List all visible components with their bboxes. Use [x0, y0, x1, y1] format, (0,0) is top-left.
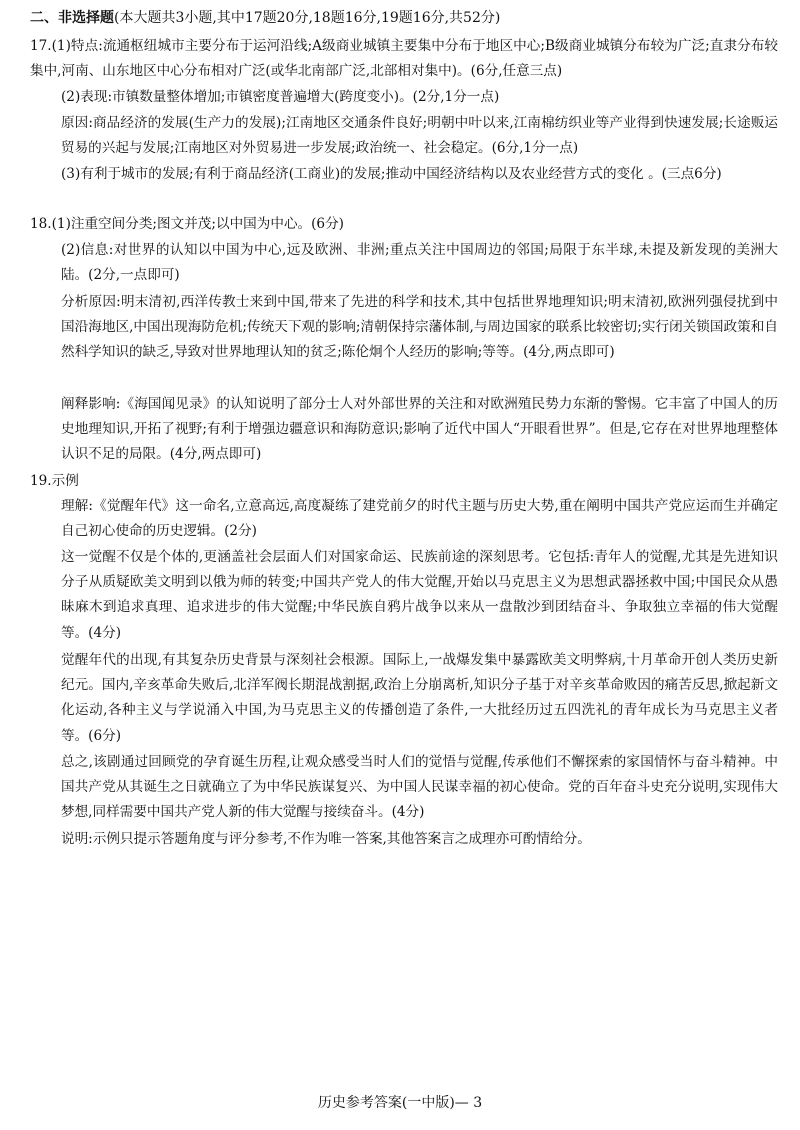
q19-label: 19.示例: [30, 473, 79, 489]
q17-part3: (3)有利于城市的发展;有利于商品经济(工商业)的发展;推动中国经济结构以及农业经营方式的变化 。(三点6分): [61, 166, 722, 182]
section-heading: [30, 8, 780, 28]
q19-understanding: 理解:《觉醒年代》这一命名,立意高远,高度凝练了建党前夕的时代主题与历史大势,重在阐明中国共产党应运而生并确定自己初心使命的历史逻辑。(2分): [61, 498, 778, 540]
section-title: 二、非选择题: [30, 10, 114, 26]
q19-background: 觉醒年代的出现,有其复杂历史背景与深刻社会根源。国际上,一战爆发集中暴露欧美文明弊病,十月革命开创人类历史新纪元。国内,辛亥革命失败后,北洋军阀长期混战割据,政治上分崩离析,知识分子基于对辛亥革命败因的痛苦反思,掀起新文化运动,各种主义与学说涌入中国,为马克思主义的传播创造了条件,一大批经历过五四洗礼的青年成长为马克思主义者等。(6分): [61, 652, 778, 744]
scoring-note: 说明:示例只提示答题角度与评分参考,不作为唯一答案,其他答案言之成理亦可酌情给分。: [61, 831, 591, 847]
section-note: (本大题共3小题,其中17题20分,18题16分,19题16分,共52分): [114, 10, 501, 26]
q17-reasons: 原因:商品经济的发展(生产力的发展);江南地区交通条件良好;明朝中叶以来,江南棉纺织业等产业得到快速发展;长途贩运贸易的兴起与发展;江南地区对外贸易进一步发展;政治统一、社会稳定。(6分,1分一点): [61, 115, 778, 157]
q19-conclusion: 总之,该剧通过回顾党的孕育诞生历程,让观众感受当时人们的觉悟与觉醒,传承他们不懈探索的家国情怀与奋斗精神。中国共产党从其诞生之日就确立了为中华民族谋复兴、为中国人民谋幸福的初心使命。党的百年奋斗史充分说明,实现伟大梦想,同样需要中国共产党人新的伟大觉醒与接续奋斗。(4分): [61, 754, 778, 821]
q17-part1: 17.(1)特点:流通枢纽城市主要分布于运河沿线;A级商业城镇主要集中分布于地区中心;B级商业城镇分布较为广泛;直隶分布较集中,河南、山东地区中心分布相对广泛(或华北南部广泛,北部相对集中)。(6分,任意三点): [30, 38, 778, 80]
page-footer: 历史参考答案(一中版)— 3: [317, 1095, 483, 1111]
q18-analysis: 分析原因:明末清初,西洋传教士来到中国,带来了先进的科学和技术,其中包括世界地理知识;明末清初,欧洲列强侵扰到中国沿海地区,中国出现海防危机;传统天下观的影响;清朝保持宗藩体制,与周边国家的联系比较密切;实行闭关锁国政策和自然科学知识的缺乏,导致对世界地理认知的贫乏;陈伦炯个人经历的影响;等等。(4分,两点即可): [61, 294, 778, 361]
q19-awakening: 这一觉醒不仅是个体的,更涵盖社会层面人们对国家命运、民族前途的深刻思考。它包括:青年人的觉醒,尤其是先进知识分子从质疑欧美文明到以俄为师的转变;中国共产党人的伟大觉醒,开始以马克思主义为思想武器拯救中国;中国民众从愚昧麻木到追求真理、追求进步的伟大觉醒;中华民族自鸦片战争以来从一盘散沙到团结奋斗、争取独立幸福的伟大觉醒等。(4分): [61, 549, 778, 641]
q18-part2: (2)信息:对世界的认知以中国为中心,远及欧洲、非洲;重点关注中国周边的邻国;局限于东半球,未提及新发现的美洲大陆。(2分,一点即可): [61, 242, 778, 284]
q18-impact: 阐释影响:《海国闻见录》的认知说明了部分士人对外部世界的关注和对欧洲殖民势力东渐的警惕。它丰富了中国人的历史地理知识,开拓了视野;有利于增强边疆意识和海防意识;影响了近代中国人“开眼看世界”。但是,它存在对世界地理整体认识不足的局限。(4分,两点即可): [61, 396, 778, 463]
q17-part2: (2)表现:市镇数量整体增加;市镇密度普遍增大(跨度变小)。(2分,1分一点): [61, 89, 500, 105]
q18-part1: 18.(1)注重空间分类;图文并茂;以中国为中心。(6分): [30, 216, 344, 232]
